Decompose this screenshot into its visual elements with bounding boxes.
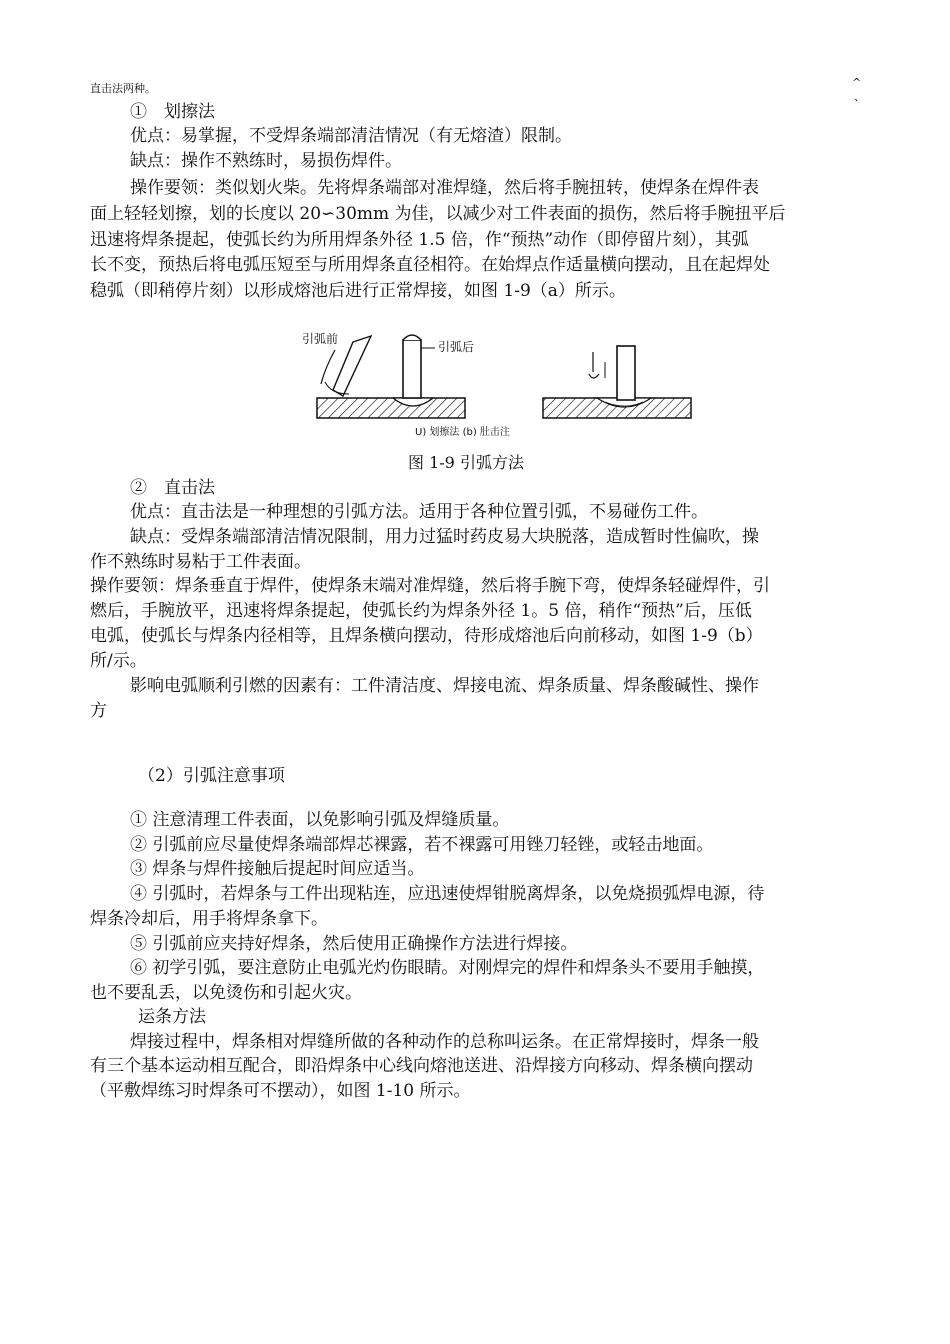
method2-ops-line: 电弧，使弧长与焊条内径相等，且焊条横向摆动，待形成熔池后向前移动，如图 1-9（b）	[90, 626, 763, 646]
top-fragment: 直击法两种。	[90, 82, 156, 95]
method1-heading: ① 划擦法	[130, 102, 215, 122]
corner-mark-2: 、	[854, 90, 865, 103]
section3-heading: 运条方法	[138, 1007, 206, 1027]
method2-con-line: 缺点：受焊条端部清洁情况限制，用力过猛时药皮易大块脱落，造成暂时性偏吹，操	[130, 527, 759, 547]
method1-ops-line: 面上轻轻划擦，划的长度以 20∽30mm 为佳，以减少对工件表面的损伤，然后将手腕扭平后	[90, 204, 786, 224]
method1-con: 缺点：操作不熟练时，易损伤焊件。	[130, 151, 402, 171]
method1-ops-line: 迅速将焊条提起，使弧长约为所用焊条外径 1.5 倍，作“预热”动作（即停留片刻），其弧	[90, 230, 749, 250]
method2-ops-line: 所/示。	[90, 651, 147, 671]
figure-subcaption: U) 划擦法 (b) 肚击注	[415, 427, 510, 438]
method2-heading: ② 直击法	[130, 478, 215, 498]
method1-ops-line: 稳弧（即稍停片刻）以形成熔池后进行正常焊接，如图 1-9（a）所示。	[90, 281, 626, 301]
section2-item: ③ 焊条与焊件接触后提起时间应适当。	[130, 859, 425, 879]
arc-striking-diagram	[295, 322, 695, 422]
method2-ops-line: 燃后，手腕放平，迅速将焊条提起，使弧长约为焊条外径 1。5 倍，稍作“预热”后，压低	[90, 601, 752, 621]
method2-pro: 优点：直击法是一种理想的引弧方法。适用于各种位置引弧，不易碰伤工件。	[130, 502, 708, 522]
section2-item: ① 注意清理工件表面，以免影响引弧及焊缝质量。	[130, 810, 510, 830]
label-before-arc: 引弧前	[302, 332, 339, 346]
label-after-arc: 引弧后	[438, 340, 475, 354]
method2-ops-line: 操作要领：焊条垂直于焊件，使焊条末端对准焊缝，然后将手腕下弯，使焊条轻碰焊件，引	[90, 576, 770, 596]
corner-mark-1: ^	[852, 76, 862, 89]
method1-pro: 优点：易掌握，不受焊条端部清洁情况（有无熔渣）限制。	[130, 126, 572, 146]
section3-para-line: 焊接过程中，焊条相对焊缝所做的各种动作的总称叫运条。在正常焊接时，焊条一般	[130, 1032, 759, 1052]
figure-caption: 图 1-9 引弧方法	[408, 453, 524, 472]
workpiece-a	[317, 398, 465, 418]
method2-factors-line: 方	[90, 701, 107, 721]
section2-item: ⑥ 初学引弧，要注意防止电弧光灼伤眼睛。对刚焊完的焊件和焊条头不要用手触摸，	[130, 958, 765, 978]
section2-item: ⑤ 引弧前应夹持好焊条，然后使用正确操作方法进行焊接。	[130, 934, 578, 954]
section2-item: ② 引弧前应尽量使焊条端部焊芯裸露，若不裸露可用锉刀轻锉，或轻击地面。	[130, 835, 714, 855]
section2-item: ④ 引弧时，若焊条与工件出现粘连，应迅速使焊钳脱离焊条，以免烧损弧焊电源，待	[130, 884, 765, 904]
section2-item: 焊条冷却后，用手将焊条拿下。	[90, 909, 328, 929]
electrode-before	[333, 336, 371, 396]
section3-para-line: 有三个基本运动相互配合，即沿焊条中心线向熔池送进、沿焊接方向移动、焊条横向摆动	[90, 1056, 753, 1076]
section2-heading: （2）引弧注意事项	[138, 766, 285, 786]
section2-item: 也不要乱丢，以免烫伤和引起火灾。	[90, 983, 362, 1003]
electrode-b	[617, 346, 635, 400]
method2-con-line: 作不熟练时易粘于工件表面。	[90, 552, 311, 572]
method2-factors-line: 影响电弧顺利引燃的因素有：工件清洁度、焊接电流、焊条质量、焊条酸碱性、操作	[130, 676, 759, 696]
section3-para-line: （平敷焊练习时焊条可不摆动），如图 1-10 所示。	[90, 1081, 471, 1101]
electrode-after	[403, 340, 421, 398]
method1-ops-line: 操作要领：类似划火柴。先将焊条端部对准焊缝，然后将手腕扭转，使焊条在焊件表	[130, 178, 759, 198]
method1-ops-line: 长不变，预热后将电弧压短至与所用焊条直径相符。在始焊点作适量横向摆动，且在起焊处	[90, 255, 770, 275]
